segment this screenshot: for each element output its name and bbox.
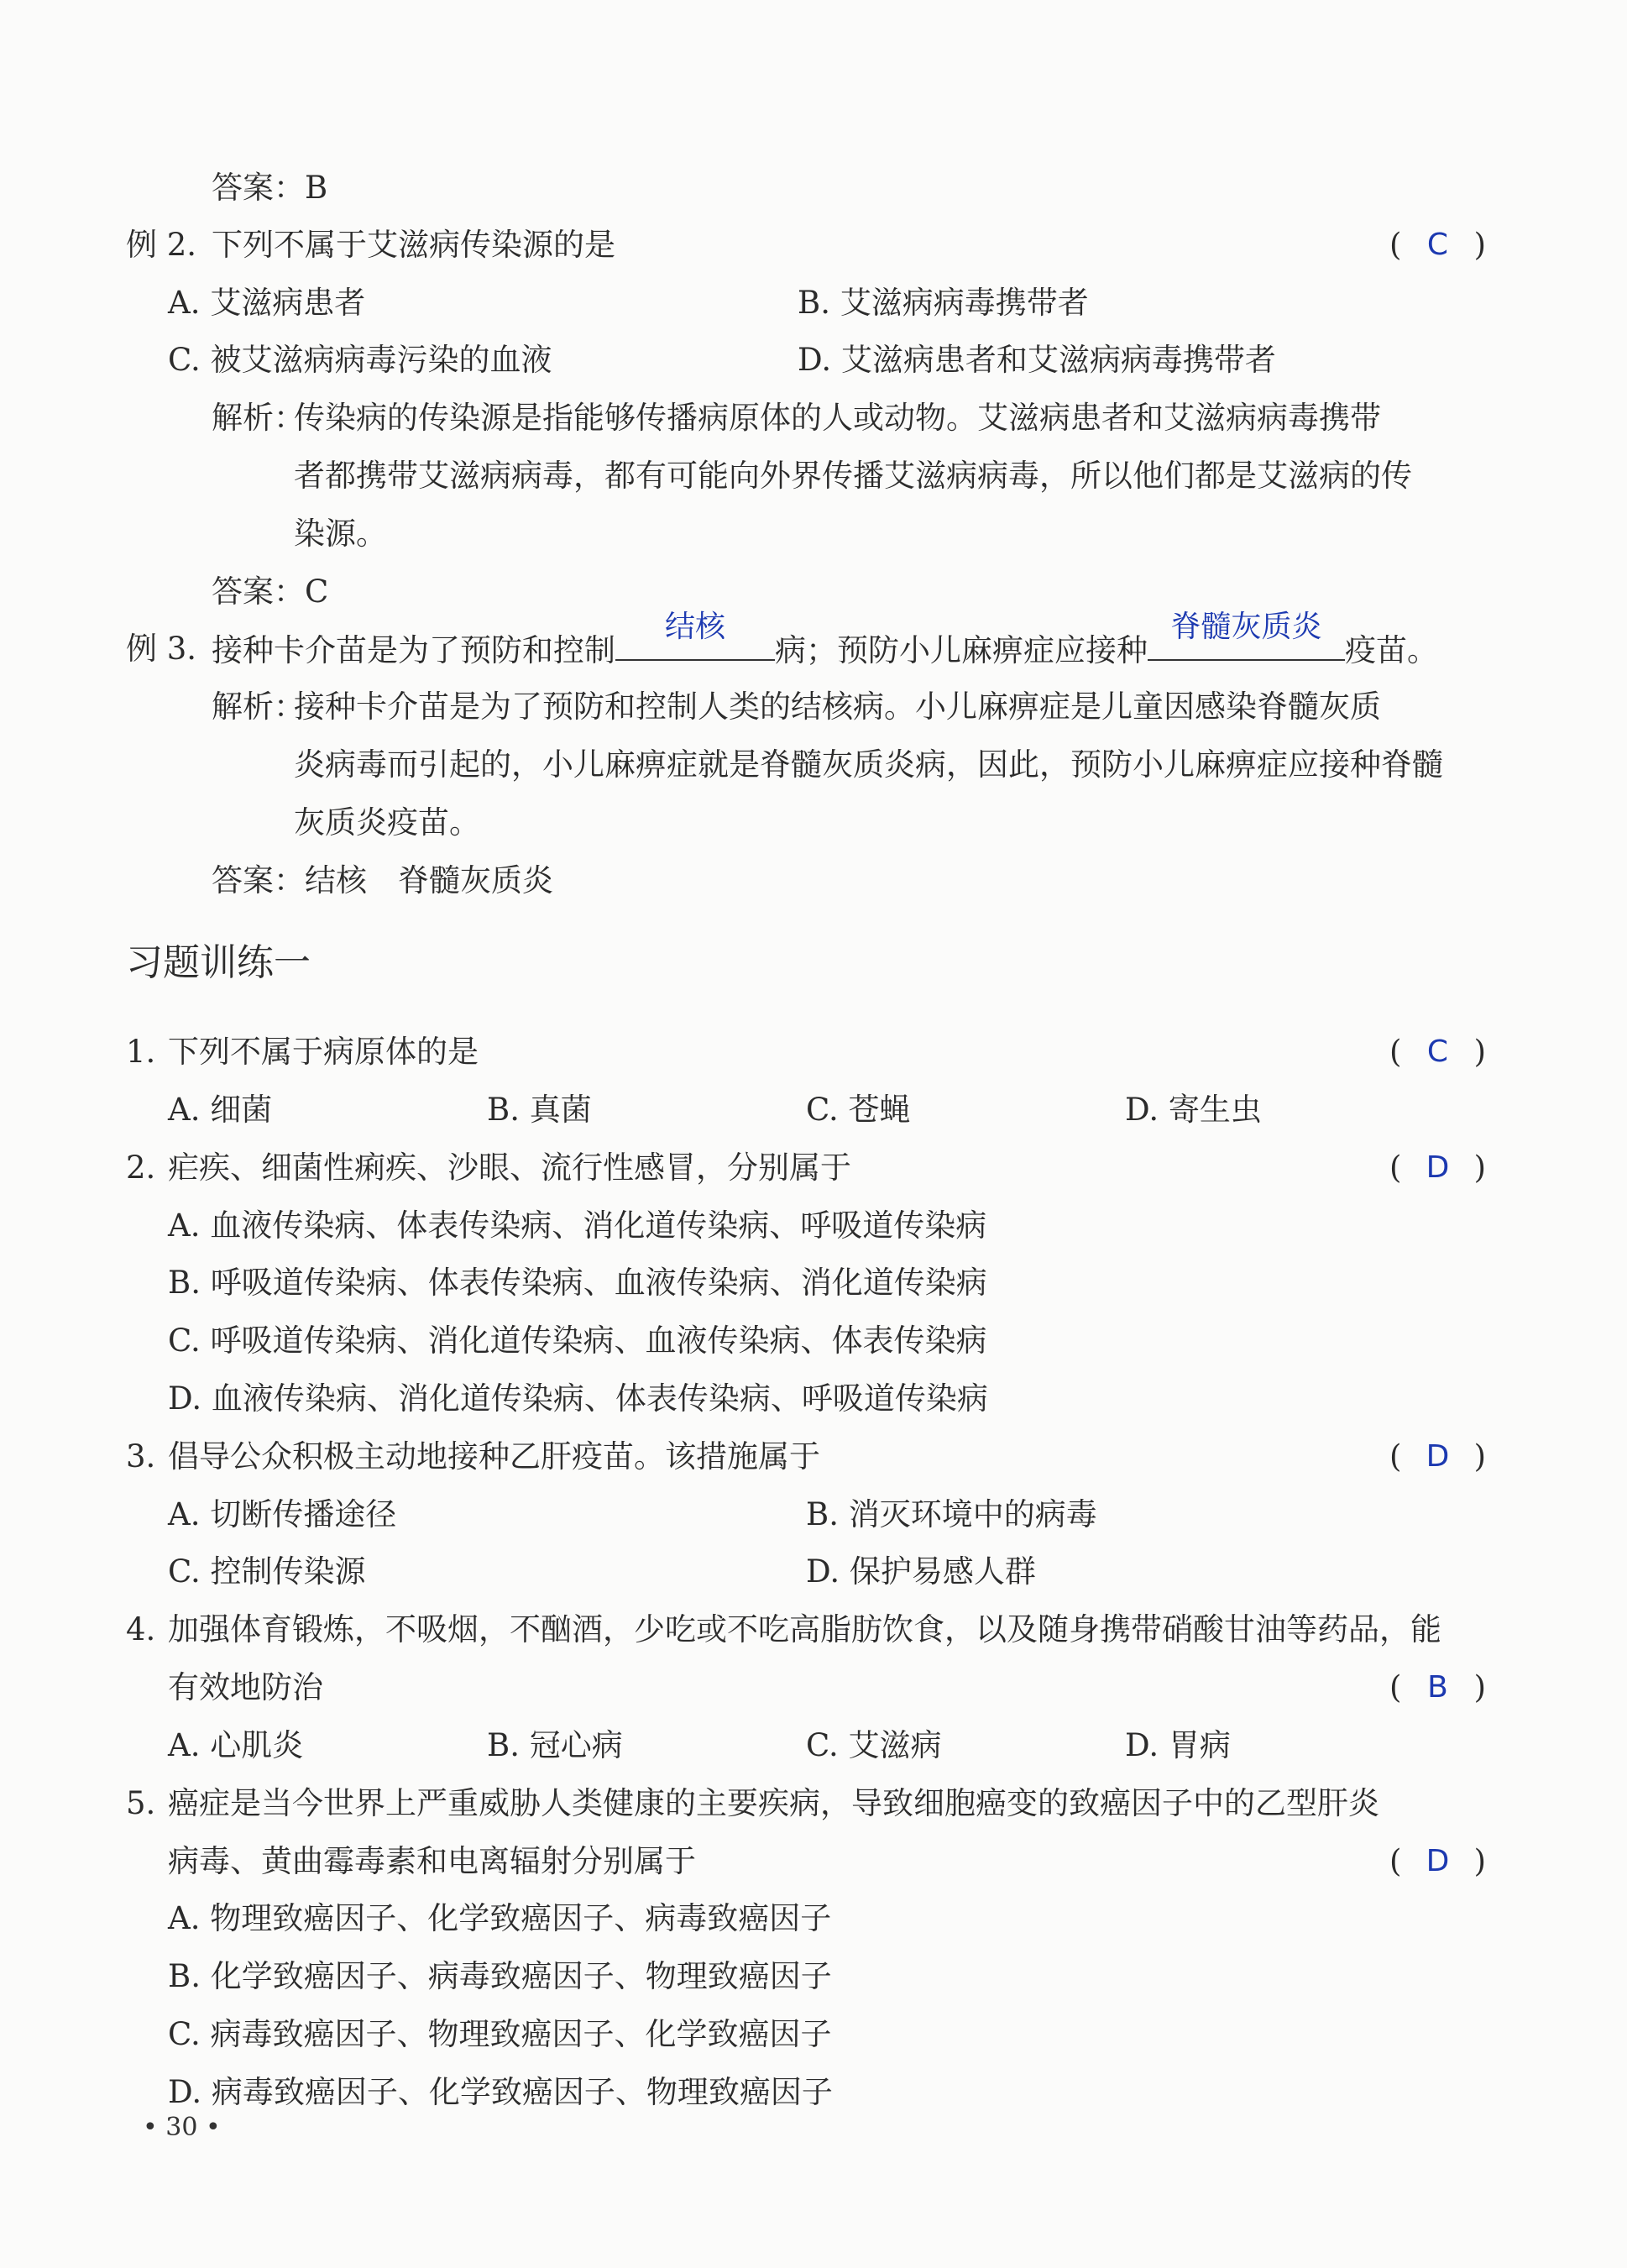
- example2-analysis-line3: 染源。: [294, 516, 387, 552]
- question1-text: 下列不属于病原体的是: [168, 1034, 479, 1070]
- example2-question: 下列不属于艾滋病传染源的是: [212, 227, 615, 263]
- question4-option-b: B. 冠心病: [487, 1727, 623, 1763]
- example3-analysis-line2: 炎病毒而引起的，小儿麻痹症就是脊髓灰质炎病，因此，预防小儿麻痹症应接种脊髓: [294, 746, 1443, 783]
- example2-option-d: D. 艾滋病患者和艾滋病病毒携带者: [798, 342, 1276, 378]
- example1-answer: 答案：B: [212, 170, 328, 206]
- question1-stem: 1. 下列不属于病原体的是 ( C ): [0, 1025, 1627, 1079]
- question2-option-a: A. 血液传染病、体表传染病、消化道传染病、呼吸道传染病: [168, 1207, 987, 1244]
- question1-option-c: C. 苍蝇: [806, 1092, 911, 1128]
- question4-answer: B: [1427, 1670, 1448, 1705]
- question1-label: 1.: [126, 1034, 156, 1070]
- question2-label: 2.: [126, 1150, 156, 1186]
- question5-label: 5.: [126, 1785, 156, 1821]
- example3-blank2: [1148, 610, 1345, 661]
- question1-options: [0, 1083, 1627, 1137]
- question1-option-a: A. 细菌: [168, 1092, 273, 1128]
- question5-stem-line1: 5. 癌症是当今世界上严重威胁人类健康的主要疾病，导致细胞癌变的致癌因子中的乙型肝炎: [0, 1777, 1627, 1831]
- question4-stem-line1: 4. 加强体育锻炼，不吸烟，不酗酒，少吃或不吃高脂肪饮食，以及随身携带硝酸甘油等药品，能: [0, 1603, 1627, 1657]
- question5-option-b: B. 化学致癌因子、病毒致癌因子、物理致癌因子: [168, 1958, 832, 1994]
- question3-text: 倡导公众积极主动地接种乙肝疫苗。该措施属于: [168, 1438, 820, 1474]
- question5-option-d: D. 病毒致癌因子、化学致癌因子、物理致癌因子: [168, 2074, 833, 2110]
- question1-option-b: B. 真菌: [487, 1092, 592, 1128]
- example3-analysis-line3: 灰质炎疫苗。: [294, 804, 480, 841]
- question3-label: 3.: [126, 1438, 156, 1474]
- question5-stem-line2: 病毒、黄曲霉毒素和电离辐射分别属于 ( D ): [0, 1835, 1627, 1888]
- question2-option-d: D. 血液传染病、消化道传染病、体表传染病、呼吸道传染病: [168, 1380, 988, 1417]
- question3-option-b: B. 消灭环境中的病毒: [806, 1496, 1097, 1532]
- question3-answer: D: [1426, 1439, 1450, 1474]
- question4-option-d: D. 胃病: [1125, 1727, 1231, 1763]
- example3-stem: 例 3. 接种卡介苗是为了预防和控制 结核 病；预防小儿麻痹症应接种 脊髓灰质炎 疫苗。: [0, 622, 1627, 676]
- page-number: • 30 •: [143, 2113, 221, 2142]
- question3-option-d: D. 保护易感人群: [806, 1553, 1036, 1590]
- question3-option-c: C. 控制传染源: [168, 1553, 366, 1590]
- example3-blank1: [615, 610, 775, 661]
- example2-label: 例 2.: [126, 227, 197, 263]
- question3-stem: 3. 倡导公众积极主动地接种乙肝疫苗。该措施属于 ( D ): [0, 1430, 1627, 1484]
- example3-final-answer: 答案：结核 脊髓灰质炎: [212, 862, 553, 898]
- question4-option-c: C. 艾滋病: [806, 1727, 942, 1763]
- question2-answer: D: [1426, 1150, 1450, 1185]
- example2-analysis-line2: 者都携带艾滋病病毒，都有可能向外界传播艾滋病病毒，所以他们都是艾滋病的传: [294, 458, 1412, 494]
- example2-option-c: C. 被艾滋病病毒污染的血液: [168, 342, 552, 378]
- example2-analysis-line1: 解析： 传染病的传染源是指能够传播病原体的人或动物。艾滋病患者和艾滋病病毒携带: [0, 391, 1627, 445]
- question2-option-c: C. 呼吸道传染病、消化道传染病、血液传染病、体表传染病: [168, 1323, 987, 1359]
- question2-stem: 2. 疟疾、细菌性痢疾、沙眼、流行性感冒，分别属于 ( D ): [0, 1141, 1627, 1195]
- example2-option-a: A. 艾滋病患者: [168, 285, 366, 321]
- example2-option-b: B. 艾滋病病毒携带者: [798, 285, 1089, 321]
- question2-option-b: B. 呼吸道传染病、体表传染病、血液传染病、消化道传染病: [168, 1265, 987, 1301]
- question3-options-row1: [0, 1488, 1627, 1542]
- question5-answer: D: [1426, 1844, 1450, 1878]
- question5-option-a: A. 物理致癌因子、化学致癌因子、病毒致癌因子: [168, 1900, 832, 1936]
- example2-options-row1: [0, 276, 1627, 330]
- example3-analysis-line1: 解析： 接种卡介苗是为了预防和控制人类的结核病。小儿麻痹症是儿童因感染脊髓灰质: [0, 680, 1627, 734]
- question5-option-c: C. 病毒致癌因子、物理致癌因子、化学致癌因子: [168, 2016, 832, 2052]
- example3-blank1-answer: 结核: [664, 610, 725, 644]
- question1-answer: C: [1426, 1034, 1449, 1069]
- question3-options-row2: [0, 1545, 1627, 1599]
- question4-label: 4.: [126, 1611, 156, 1647]
- section-title: 习题训练一: [126, 941, 311, 984]
- example2-answer: C: [1426, 228, 1449, 262]
- example3-analysis-label: 解析：: [212, 689, 305, 725]
- question4-option-a: A. 心肌炎: [168, 1727, 304, 1763]
- question4-options: [0, 1719, 1627, 1773]
- example3-blank2-answer: 脊髓灰质炎: [1170, 610, 1322, 644]
- question4-stem-line2: 有效地防治 ( B ): [0, 1661, 1627, 1715]
- question1-option-d: D. 寄生虫: [1125, 1092, 1262, 1128]
- example2-options-row2: [0, 333, 1627, 387]
- question3-option-a: A. 切断传播途径: [168, 1496, 397, 1532]
- example3-label: 例 3.: [126, 631, 197, 667]
- example2-analysis-label: 解析：: [212, 400, 305, 436]
- question2-text: 疟疾、细菌性痢疾、沙眼、流行性感冒，分别属于: [168, 1150, 851, 1186]
- example2-stem: 例 2. 下列不属于艾滋病传染源的是 ( C ): [0, 218, 1627, 272]
- example2-final-answer: 答案：C: [212, 574, 329, 610]
